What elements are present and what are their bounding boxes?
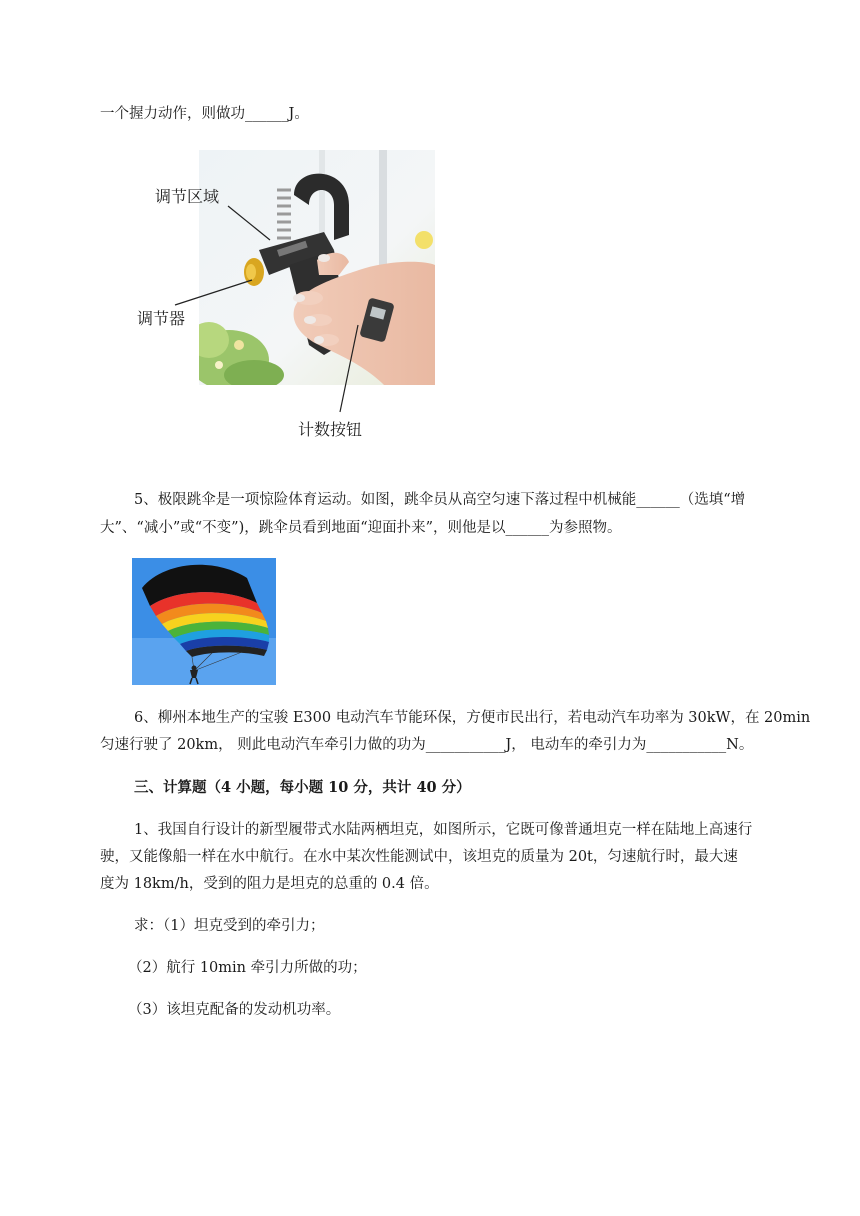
calc-1-part-3: （3）该坦克配备的发动机功率。	[128, 1002, 341, 1018]
question-4-tail	[100, 104, 309, 124]
calc-1-part-2: （2）航行 10min 牵引力所做的功；	[128, 960, 367, 976]
calc-1-ask: 求：（1）坦克受到的牵引力；	[134, 918, 325, 934]
label-adjuster: 调节器	[137, 309, 186, 328]
gripper-illustration	[199, 150, 435, 385]
q6-blank-2[interactable]: ___________	[646, 737, 727, 753]
question-5-line-2	[100, 518, 622, 538]
question-6-line-1: 6、柳州本地生产的宝骏 E300 电动汽车节能环保，方便市民出行，若电动汽车功率为 30kW，在 20min	[134, 710, 811, 726]
q5-blank-1[interactable]: ______	[636, 492, 680, 508]
question-6-line-2	[100, 735, 753, 755]
calc-1-line-2: 驶，又能像船一样在水中航行。在水中某次性能测试中，该坦克的质量为 20t，匀速航行时，最大速	[100, 849, 738, 865]
question-4-text: 一个握力动作，则做功	[100, 106, 245, 122]
question-5-line-1	[134, 490, 745, 510]
parachute-illustration	[132, 558, 276, 685]
answer-blank[interactable]: ______	[245, 106, 289, 122]
unit-suffix: J。	[288, 106, 309, 122]
q6-text-2a: 匀速行驶了 20km， 则此电动汽车牵引力做的功为	[100, 737, 426, 753]
q5-text-2a: 大”、“减小”或“不变”)，跳伞员看到地面“迎面扑来”，则他是以	[100, 520, 506, 536]
q5-text-2b: 为参照物。	[549, 520, 622, 536]
calc-1-line-3: 度为 18km/h，受到的阻力是坦克的总重的 0.4 倍。	[100, 876, 439, 892]
q5-text-1a: 5、极限跳伞是一项惊险体育运动。如图，跳伞员从高空匀速下落过程中机械能	[134, 492, 637, 508]
label-counter-button: 计数按钮	[298, 420, 363, 439]
q6-blank-1[interactable]: ___________	[425, 737, 506, 753]
q5-text-1b: （选填“增	[679, 492, 746, 508]
parachute-photo	[132, 558, 276, 685]
q6-text-2b: J， 电动车的牵引力为	[505, 737, 647, 753]
q6-text-2c: N。	[726, 737, 754, 753]
gripper-photo	[199, 150, 435, 385]
calc-1-line-1: 1、我国自行设计的新型履带式水陆两栖坦克，如图所示，它既可像普通坦克一样在陆地上高速行	[134, 822, 753, 838]
label-adjust-region: 调节区域	[155, 187, 220, 206]
q5-blank-2[interactable]: ______	[505, 520, 550, 536]
section-3-heading: 三、计算题（4 小题，每小题 10 分，共计 40 分）	[134, 779, 471, 796]
